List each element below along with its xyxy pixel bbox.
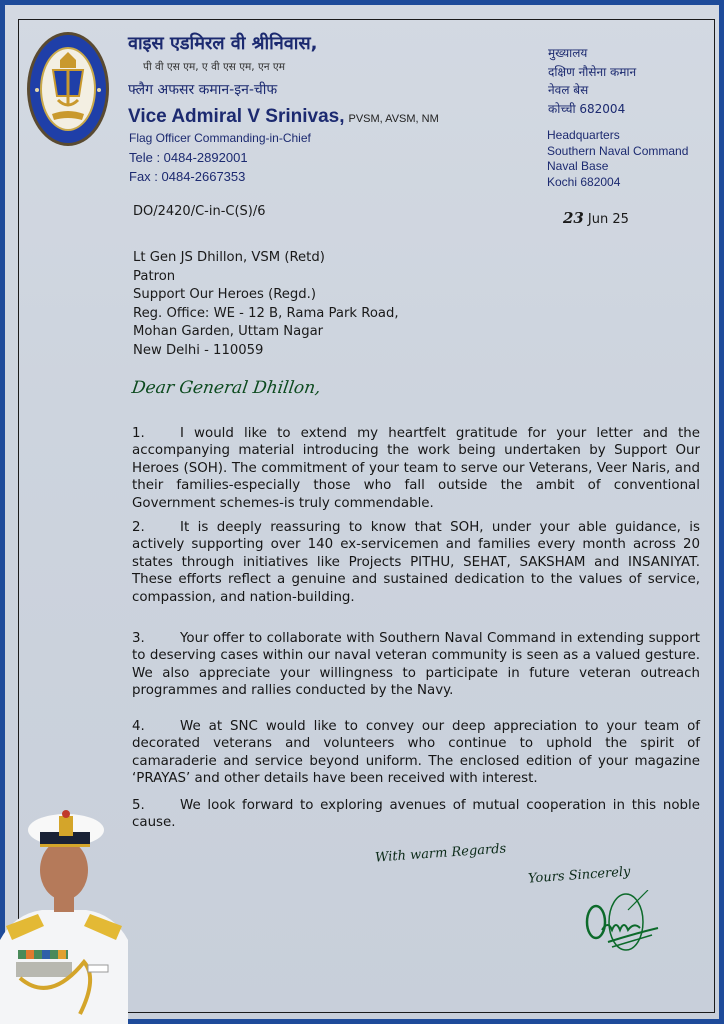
- date-month-year: Jun 25: [587, 212, 629, 227]
- paragraph-number: 1.: [132, 426, 145, 441]
- address-line: Patron: [133, 268, 176, 284]
- indian-navy-crest-icon: [25, 30, 111, 148]
- paragraph-3: [132, 630, 700, 700]
- paragraph-number: 3.: [132, 631, 145, 646]
- salutation: Dear General Dhillon,: [130, 378, 322, 398]
- sign-off: Yours Sincerely: [527, 864, 631, 887]
- address-line: New Delhi - 110059: [133, 342, 264, 358]
- sender-honours: PVSM, AVSM, NM: [348, 113, 439, 125]
- address-line: Reg. Office: WE - 12 B, Rama Park Road,: [133, 305, 399, 321]
- letterhead-english-title: Flag Officer Commanding-in-Chief: [129, 131, 311, 145]
- headquarters-english: [547, 128, 688, 190]
- hq-english-line: Headquarters: [547, 128, 620, 142]
- address-line: Lt Gen JS Dhillon, VSM (Retd): [133, 250, 325, 265]
- hq-hindi-line: मुख्यालय: [548, 46, 588, 60]
- admiral-portrait-icon: [0, 800, 128, 1024]
- paragraph-2: [132, 519, 700, 606]
- paragraph-text: It is deeply reassuring to know that SOH, under your able guidance, is actively supporting over 140 ex-servicemen and families every month across 20 states through initiatives like Projects PITHU, SEHAT, SAKSHAM and INSANIYAT. These efforts reflect a genuine and sustained dedication to the values of service, compassion, and nation-building.: [132, 520, 700, 605]
- paragraph-number: 4.: [132, 719, 145, 734]
- closing-regards: With warm Regards: [374, 841, 507, 866]
- paragraph-text: We look forward to exploring avenues of mutual cooperation in this noble cause.: [132, 798, 700, 831]
- address-line: Mohan Garden, Uttam Nagar: [133, 324, 324, 340]
- handwritten-signature-icon: [578, 890, 663, 960]
- telephone-number: Tele : 0484-2892001: [129, 150, 248, 165]
- paragraph-text: Your offer to collaborate with Southern Naval Command in extending support to deserving cases within our naval veteran community is seen as a valued gesture. We also appreciate your willingness to participate in future veteran outreach programmes and rallies conducted by the Navy.: [132, 631, 700, 699]
- sender-name: Vice Admiral V Srinivas,: [128, 106, 345, 127]
- letterhead-english-name: [128, 106, 439, 128]
- fax-number: Fax : 0484-2667353: [129, 169, 246, 184]
- letterhead-hindi-title: फ्लैग अफसर कमान-इन-चीफ: [128, 82, 278, 98]
- hq-english-line: Kochi 682004: [547, 174, 621, 189]
- reference-number: DO/2420/C-in-C(S)/6: [133, 204, 266, 219]
- paragraph-text: I would like to extend my heartfelt gratitude for your letter and the accompanying material introducing the work being undertaken by Support Our Heroes (SOH). The commitment of your team to serve our Veterans, Veer Naris, and their families-especially those who fall outside the ambit of conventional Government schemes-is truly commendable.: [132, 426, 700, 511]
- paragraph-text: We at SNC would like to convey our deep appreciation to your team of decorated veterans and volunteers who continue to uphold the spirit of camaraderie and service beyond uniform. The enclosed edition of your magazine ‘PRAYAS’ and other details have been received with interest.: [132, 719, 700, 787]
- hq-english-line: Southern Naval Command: [547, 143, 689, 158]
- hq-hindi-line: नेवल बेस: [548, 83, 589, 97]
- headquarters-hindi: [548, 44, 636, 118]
- letterhead-hindi-honours: पी वी एस एम, ए वी एस एम, एन एम: [143, 61, 286, 73]
- date-day: 23: [563, 209, 584, 227]
- hq-english-line: Naval Base: [547, 159, 609, 173]
- letter-date: [563, 209, 629, 227]
- hq-hindi-line: दक्षिण नौसेना कमान: [548, 64, 637, 79]
- paragraph-4: [132, 718, 700, 788]
- letterhead-hindi-name: वाइस एडमिरल वी श्रीनिवास,: [128, 33, 318, 54]
- recipient-address: [133, 249, 399, 361]
- paragraph-1: [132, 425, 700, 512]
- paragraph-number: 2.: [132, 520, 145, 535]
- paragraph-number: 5.: [132, 798, 145, 813]
- paragraph-5: [132, 797, 700, 832]
- address-line: Support Our Heroes (Regd.): [133, 287, 316, 303]
- hq-hindi-line: कोच्ची 682004: [548, 101, 626, 116]
